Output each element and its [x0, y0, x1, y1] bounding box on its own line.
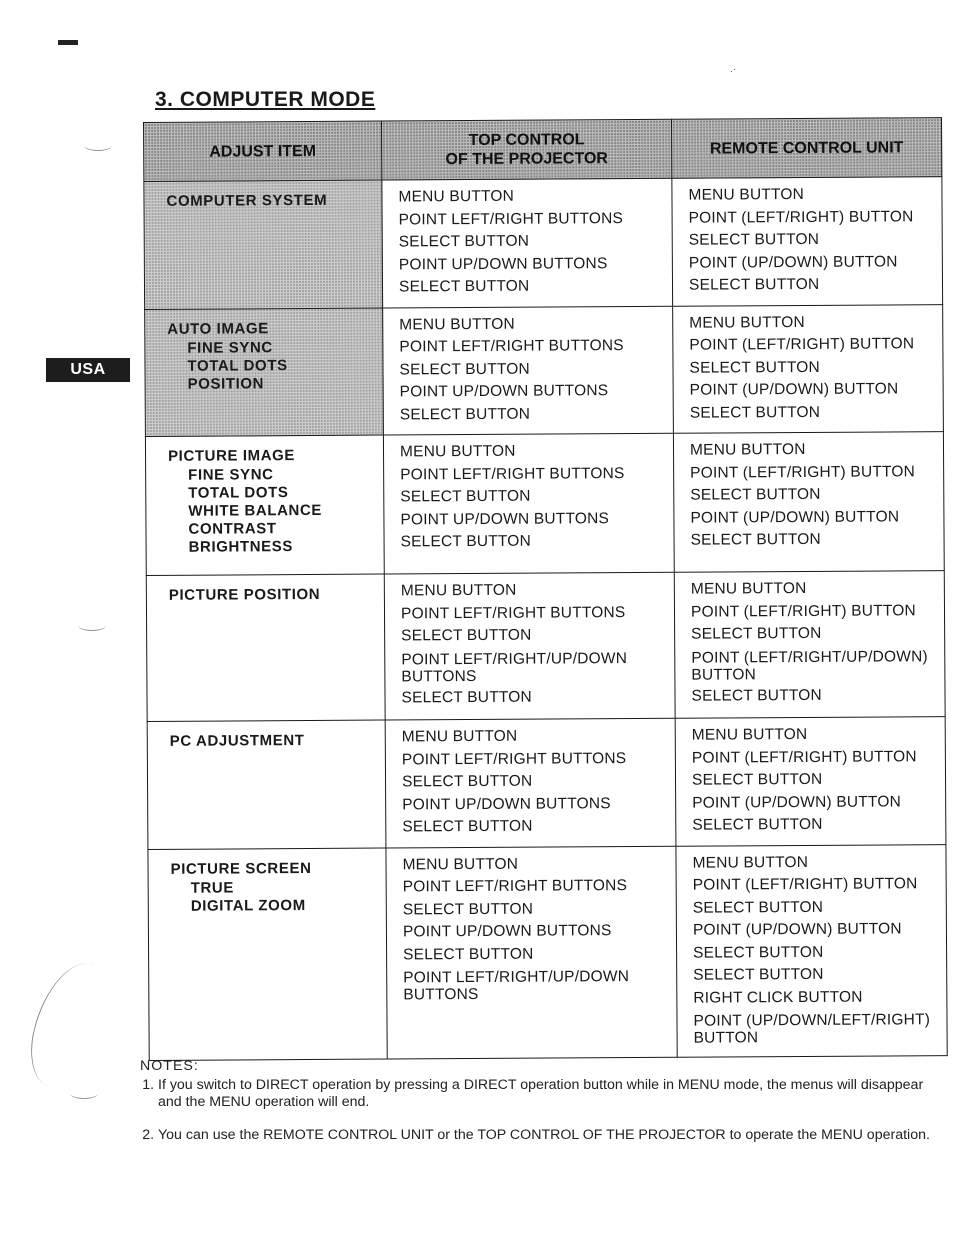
step-item: SELECT BUTTON	[691, 770, 823, 789]
header-adjust-item: ADJUST ITEM	[144, 121, 382, 181]
step-item: SELECT BUTTON	[401, 626, 532, 645]
table-row	[146, 571, 945, 722]
step-list	[674, 432, 944, 560]
table-row	[147, 717, 946, 849]
step-item: SELECT BUTTON	[693, 965, 824, 984]
adjust-subitem: FINE SYNC	[188, 466, 274, 484]
step-list	[386, 846, 676, 1013]
step-item: SELECT BUTTON	[401, 688, 532, 706]
adjust-subitem: TRUE	[190, 878, 234, 897]
step-item: MENU BUTTON	[401, 727, 518, 746]
adjust-item-cell	[148, 848, 387, 1061]
adjust-subitem-list	[168, 466, 384, 557]
step-item: POINT (UP/DOWN) BUTTON	[692, 792, 901, 812]
corner-mark	[58, 40, 78, 45]
step-item: POINT LEFT/RIGHT BUTTONS	[400, 603, 626, 622]
adjust-subitem: BRIGHTNESS	[188, 538, 293, 556]
step-list	[386, 719, 676, 847]
adjust-subitem-list	[167, 338, 382, 393]
step-list	[673, 305, 943, 433]
step-item: SELECT BUTTON	[688, 230, 820, 249]
adjust-item-cell	[146, 574, 385, 721]
step-item: POINT (LEFT/RIGHT) BUTTON	[690, 601, 916, 621]
step-item: POINT UP/DOWN BUTTONS	[398, 254, 608, 273]
step-item: SELECT BUTTON	[689, 403, 821, 422]
step-item: SELECT BUTTON	[399, 405, 531, 423]
step-item: RIGHT CLICK BUTTON	[693, 988, 863, 1007]
step-item: MENU BUTTON	[692, 853, 809, 872]
notes-list	[140, 1077, 940, 1144]
table-row	[144, 177, 943, 309]
scan-curve-mark	[21, 953, 121, 1096]
step-item: SELECT BUTTON	[401, 772, 533, 791]
step-item: POINT (LEFT/RIGHT) BUTTON	[691, 747, 917, 767]
step-item: MENU BUTTON	[402, 855, 519, 873]
step-item: POINT (UP/DOWN) BUTTON	[689, 380, 899, 399]
step-item: POINT LEFT/RIGHT/UP/DOWN BUTTONS	[401, 649, 628, 685]
adjust-subitem: CONTRAST	[188, 520, 277, 538]
step-item: MENU BUTTON	[690, 579, 807, 598]
table-row	[148, 844, 947, 1060]
adjust-item-cell	[144, 180, 383, 309]
adjust-item-name: COMPUTER SYSTEM	[166, 191, 328, 210]
step-item: POINT (LEFT/RIGHT) BUTTON	[689, 335, 915, 354]
adjust-item-name: PICTURE IMAGE	[167, 447, 296, 465]
binder-hole-mark	[84, 140, 112, 151]
step-item: POINT UP/DOWN BUTTONS	[400, 509, 610, 528]
step-item: POINT (LEFT/RIGHT/UP/DOWN) BUTTON	[691, 647, 928, 684]
top-control-steps-cell	[384, 572, 675, 720]
step-item: MENU BUTTON	[399, 315, 515, 333]
adjust-item-cell	[145, 435, 384, 575]
note-item: 2. You can use the REMOTE CONTROL UNIT or the TOP CONTROL OF THE PROJECTOR to operate the MENU operation.	[158, 1127, 940, 1144]
table-row	[145, 304, 944, 436]
step-item: POINT LEFT/RIGHT BUTTONS	[399, 337, 624, 356]
step-item: SELECT BUTTON	[398, 277, 530, 296]
table-row	[145, 432, 944, 576]
step-item: POINT (LEFT/RIGHT) BUTTON	[688, 207, 914, 227]
step-list	[382, 179, 672, 307]
step-list	[675, 571, 945, 716]
step-item: POINT (UP/DOWN) BUTTON	[688, 252, 898, 272]
computer-mode-table	[143, 117, 948, 1061]
step-item: POINT UP/DOWN BUTTONS	[402, 922, 612, 941]
top-control-steps-cell	[383, 306, 674, 435]
table-header-row	[144, 118, 942, 182]
adjust-subitem: TOTAL DOTS	[188, 484, 289, 502]
step-item: POINT (UP/DOWN) BUTTON	[692, 920, 902, 939]
step-item: POINT UP/DOWN BUTTONS	[402, 794, 611, 813]
adjust-item-name: PICTURE POSITION	[168, 585, 321, 604]
step-item: SELECT BUTTON	[399, 360, 530, 378]
step-list	[383, 306, 673, 434]
step-item: MENU BUTTON	[399, 442, 516, 461]
top-control-steps-cell	[382, 178, 673, 307]
step-list	[676, 845, 946, 1057]
step-item: MENU BUTTON	[691, 725, 808, 744]
step-list	[384, 434, 674, 562]
step-item: POINT LEFT/RIGHT BUTTONS	[402, 877, 628, 896]
step-list	[385, 573, 675, 718]
step-item: POINT (UP/DOWN/LEFT/RIGHT) BUTTON	[693, 1011, 931, 1047]
step-item: MENU BUTTON	[398, 187, 515, 206]
top-control-steps-cell	[383, 433, 674, 574]
header-remote-control: REMOTE CONTROL UNIT	[671, 118, 941, 179]
step-item: MENU BUTTON	[688, 185, 805, 204]
remote-control-steps-cell	[676, 844, 947, 1057]
step-item: MENU BUTTON	[689, 440, 806, 459]
adjust-item-cell	[145, 308, 384, 437]
section-title: 3. COMPUTER MODE	[155, 88, 376, 111]
adjust-subitem: TOTAL DOTS	[187, 356, 288, 375]
step-item: POINT (LEFT/RIGHT) BUTTON	[690, 462, 916, 482]
step-item: POINT (UP/DOWN) BUTTON	[690, 507, 900, 527]
step-item: SELECT BUTTON	[691, 686, 822, 705]
remote-control-steps-cell	[673, 432, 944, 573]
step-item: SELECT BUTTON	[402, 817, 533, 836]
step-item: POINT LEFT/RIGHT BUTTONS	[398, 209, 624, 228]
notes-heading: NOTES:	[140, 1058, 199, 1074]
step-item: POINT LEFT/RIGHT BUTTONS	[401, 749, 627, 768]
step-item: SELECT BUTTON	[690, 485, 821, 504]
step-item: SELECT BUTTON	[688, 275, 820, 294]
step-item: SELECT BUTTON	[692, 898, 824, 917]
paper-specks: .·	[730, 64, 737, 75]
step-item: SELECT BUTTON	[690, 530, 821, 549]
notes-section	[140, 1058, 940, 1160]
adjust-item-name: PICTURE SCREEN	[170, 859, 312, 878]
adjust-item-cell	[147, 720, 386, 849]
step-list	[676, 717, 946, 845]
table-body	[144, 177, 947, 1061]
step-item: SELECT BUTTON	[693, 943, 824, 962]
note-item: 1. If you switch to DIRECT operation by pressing a DIRECT operation button while in MENU mode, the menus will disappear and the MENU operation will end.	[158, 1077, 940, 1111]
step-item: POINT UP/DOWN BUTTONS	[399, 382, 609, 401]
step-item: POINT LEFT/RIGHT BUTTONS	[400, 464, 625, 483]
adjust-subitem-list	[171, 878, 386, 915]
step-item: SELECT BUTTON	[689, 358, 820, 377]
remote-control-steps-cell	[675, 717, 946, 846]
adjust-subitem: FINE SYNC	[187, 338, 273, 357]
top-control-steps-cell	[386, 846, 677, 1059]
step-item: MENU BUTTON	[400, 581, 517, 600]
header-top-control-line: TOP CONTROL	[468, 131, 585, 150]
adjust-subitem: POSITION	[187, 374, 265, 393]
step-item: POINT LEFT/RIGHT/UP/DOWN BUTTONS	[403, 968, 630, 1004]
step-item: SELECT BUTTON	[692, 815, 823, 834]
adjust-subitem: WHITE BALANCE	[188, 501, 323, 520]
step-item: SELECT BUTTON	[400, 487, 531, 506]
step-item: POINT (LEFT/RIGHT) BUTTON	[692, 875, 918, 894]
binder-hole-mark	[78, 620, 106, 631]
step-list	[672, 177, 942, 305]
header-top-control-line: OF THE PROJECTOR	[445, 150, 608, 169]
step-item: SELECT BUTTON	[398, 232, 530, 251]
adjust-subitem: DIGITAL ZOOM	[190, 896, 306, 915]
remote-control-steps-cell	[673, 304, 944, 433]
remote-control-steps-cell	[674, 571, 945, 719]
header-top-control	[381, 119, 671, 180]
step-item: MENU BUTTON	[689, 313, 805, 332]
adjust-item-name: AUTO IMAGE	[167, 319, 269, 338]
remote-control-steps-cell	[672, 177, 943, 306]
region-tab: USA	[46, 358, 130, 382]
step-item: SELECT BUTTON	[400, 532, 531, 551]
adjust-item-name: PC ADJUSTMENT	[169, 732, 305, 750]
step-item: SELECT BUTTON	[403, 945, 534, 963]
top-control-steps-cell	[385, 718, 676, 847]
step-item: SELECT BUTTON	[402, 900, 534, 918]
step-item: SELECT BUTTON	[691, 624, 822, 643]
